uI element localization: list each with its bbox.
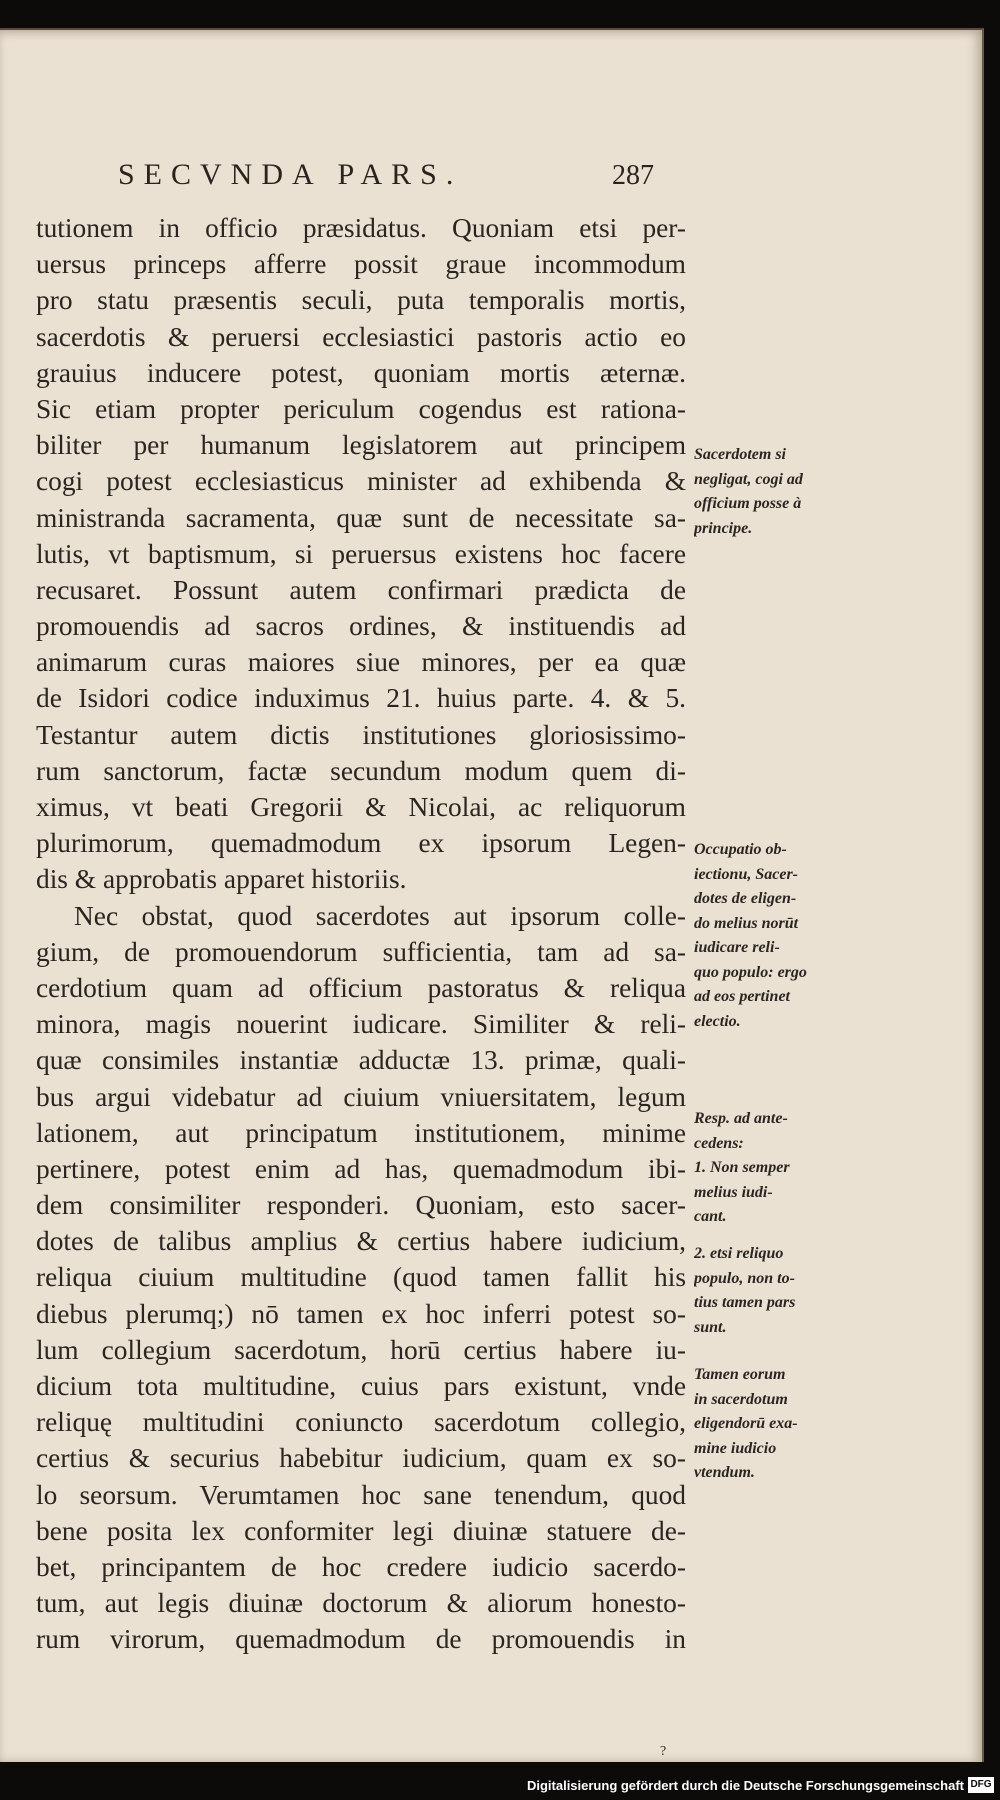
text-line: cerdotium quam ad officium pastoratus & reliqua [36, 972, 686, 1003]
margin-note-line: cant. [694, 1208, 727, 1225]
margin-note-line: Sacerdotem si [694, 446, 786, 463]
text-line: diebus plerumq;) nō tamen ex hoc inferri potest so- [36, 1298, 686, 1329]
margin-note-line: electio. [694, 1012, 741, 1030]
text-line: recusaret. Possunt autem confirmari prædicta de [36, 574, 686, 605]
margin-note-line: cedens: [694, 1134, 744, 1152]
margin-note-line: ad eos pertinet [694, 988, 790, 1005]
margin-note-line: vtendum. [694, 1464, 755, 1481]
text-line: dem consimiliter responderi. Quoniam, esto sacer- [36, 1190, 686, 1221]
margin-note-line: principe. [694, 519, 753, 537]
margin-note-line: negligat, cogi ad [694, 470, 803, 488]
margin-note-line: iectionu, Sacer- [694, 865, 798, 883]
text-line: grauius inducere potest, quoniam mortis æternæ. [36, 357, 686, 388]
page-number: 287 [612, 160, 654, 191]
margin-note-5 [694, 1363, 844, 1486]
text-line: lutis, vt baptismum, si peruersus existens hoc facere [36, 538, 686, 569]
footer-bar [0, 1772, 1000, 1800]
running-title: SECVNDA PARS. [118, 158, 463, 191]
text-line: Nec obstat, quod sacerdotes aut ipsorum colle- [74, 900, 686, 931]
text-line: bene posita lex conformiter legi diuinæ statuere de- [36, 1515, 686, 1546]
text-line: dicium tota multitudine, cuius pars existunt, vnde [36, 1371, 686, 1401]
margin-note-line: officium posse à [694, 495, 802, 512]
margin-note-line: populo, non to- [694, 1269, 795, 1287]
text-line: gium, de promouendorum sufficientia, tam ad sa- [36, 936, 686, 967]
text-line: bus argui videbatur ad ciuium vniuersitatem, legum [36, 1081, 686, 1112]
margin-note-line: sunt. [694, 1318, 727, 1336]
margin-note-line: in sacerdotum [694, 1390, 788, 1408]
dfg-logo: DFG [968, 1777, 994, 1793]
digitization-credit: Digitalisierung gefördert durch die Deutsche Forschungsgemeinschaft [526, 1778, 964, 1793]
margin-note-line: tius tamen pars [694, 1294, 796, 1311]
book-page [0, 28, 984, 1762]
margin-note-line: Resp. ad ante- [694, 1110, 788, 1127]
text-line: ministranda sacramenta, quæ sunt de necessitate sa- [36, 502, 686, 533]
text-line: cogi potest ecclesiasticus minister ad exhibenda & [36, 466, 686, 497]
text-line: animarum curas maiores siue minores, per ea quæ [36, 647, 686, 678]
text-line: rum sanctorum, factæ secundum modum quem di- [36, 755, 686, 786]
text-line: sacerdotis & peruersi ecclesiastici pastoris actio eo [36, 321, 686, 352]
margin-note-4 [694, 1242, 844, 1340]
text-line: pertinere, potest enim ad has, quemadmodum ibi- [36, 1153, 686, 1184]
text-line: Sic etiam propter periculum cogendus est rationa- [36, 393, 686, 424]
margin-note-line: eligendorū exa- [694, 1415, 798, 1432]
text-line: ximus, vt beati Gregorii & Nicolai, ac reliquorum [36, 792, 686, 822]
main-text-column [36, 210, 686, 1658]
margin-note-line: 1. Non semper [694, 1159, 790, 1176]
footer-mark: ? [660, 1744, 667, 1759]
text-line: rum virorum, quemadmodum de promouendis in [36, 1624, 686, 1655]
margin-note-line: Tamen eorum [694, 1366, 786, 1383]
text-line: de Isidori codice induximus 21. huius parte. 4. & 5. [36, 683, 686, 714]
text-line: reliqua ciuium multitudine (quod tamen fallit his [36, 1262, 686, 1293]
margin-note-line: dotes de eligen- [694, 890, 797, 907]
text-line: certius & securius habebitur iudicium, quam ex so- [36, 1443, 686, 1474]
margin-note-line: 2. etsi reliquo [694, 1245, 784, 1262]
text-line: Testantur autem dictis institutiones gloriosissimo- [36, 719, 686, 750]
margin-note-line: iudicare reli- [694, 939, 780, 956]
text-line: biliter per humanum legislatorem aut principem [36, 430, 686, 461]
text-line: reliquę multitudini coniuncto sacerdotum collegio, [36, 1407, 686, 1438]
text-line: quæ consimiles instantiæ adductæ 13. primæ, quali- [36, 1045, 686, 1076]
margin-note-line: mine iudicio [694, 1439, 777, 1457]
text-line: promouendis ad sacros ordines, & instituendis ad [36, 611, 686, 642]
text-line: pro statu præsentis seculi, puta temporalis mortis, [36, 285, 686, 316]
text-line: dis & approbatis apparet historiis. [36, 864, 407, 895]
text-line: plurimorum, quemadmodum ex ipsorum Legen- [36, 828, 686, 859]
margin-note-1 [694, 443, 844, 541]
text-line: lationem, aut principatum institutionem, minime [36, 1117, 686, 1148]
margin-note-line: do melius norūt [694, 914, 799, 932]
text-line: bet, principantem de hoc credere iudicio sacerdo- [36, 1551, 686, 1582]
margin-note-line: melius iudi- [694, 1183, 773, 1201]
margin-note-3 [694, 1107, 844, 1230]
margin-note-2 [694, 838, 844, 1034]
text-line: lum collegium sacerdotum, horū certius habere iu- [36, 1334, 686, 1365]
text-line: uersus princeps afferre possit graue incommodum [36, 249, 686, 280]
text-line: minora, magis nouerint iudicare. Similiter & reli- [36, 1009, 686, 1040]
text-line: tutionem in officio præsidatus. Quoniam etsi per- [36, 213, 686, 243]
text-line: tum, aut legis diuinæ doctorum & aliorum honesto- [36, 1588, 686, 1619]
text-line: lo seorsum. Verumtamen hoc sane tenendum, quod [36, 1479, 686, 1510]
margin-note-line: Occupatio ob- [694, 841, 787, 858]
text-line: dotes de talibus amplius & certius habere iudicium, [36, 1226, 686, 1257]
margin-note-line: quo populo: ergo [694, 963, 807, 981]
